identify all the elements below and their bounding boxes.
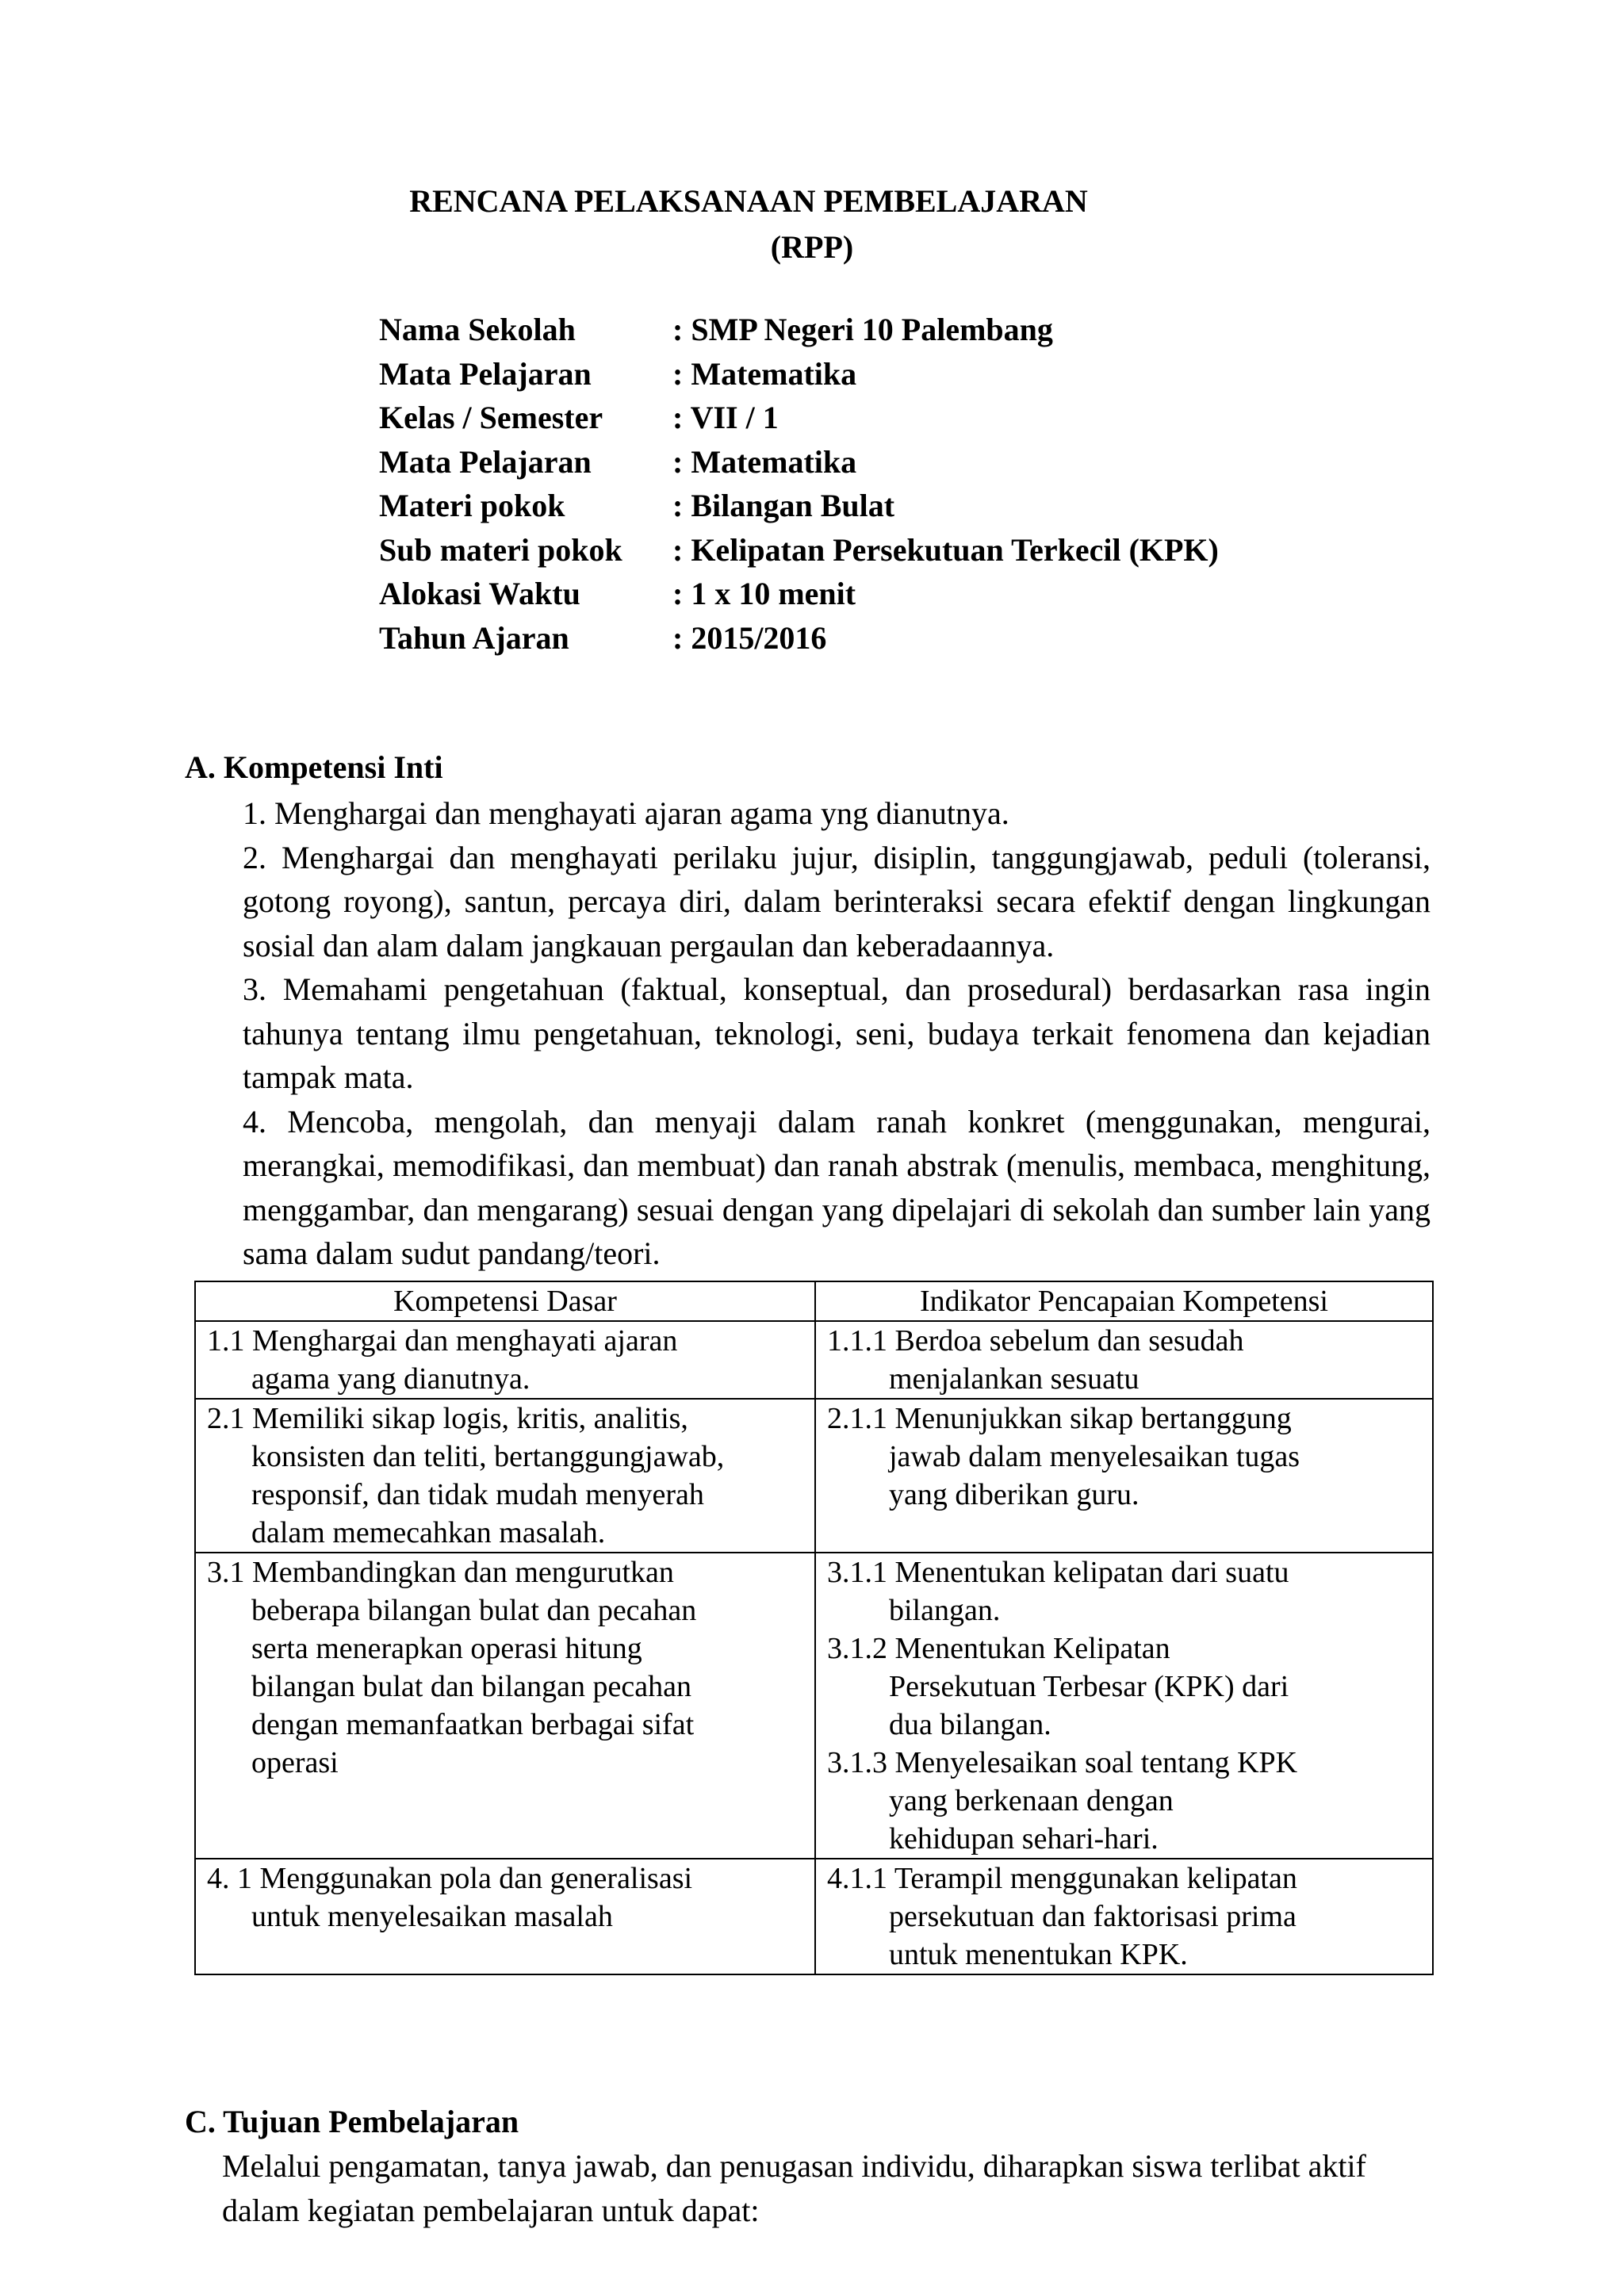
indikator-cell <box>815 1399 1433 1553</box>
kd-line: agama yang dianutnya. <box>251 1362 530 1396</box>
header-kompetensi-dasar: Kompetensi Dasar <box>195 1281 815 1321</box>
identity-label: Mata Pelajaran <box>379 443 592 480</box>
document-title: RENCANA PELAKSANAAN PEMBELAJARAN <box>409 183 1088 219</box>
ki-item-2: 2. Menghargai dan menghayati perilaku jujur, disiplin, tanggungjawab, peduli (toleransi, gotong royong), santun, percaya diri, dalam berinteraksi secara efektif dengan lingkungan sosial dan alam dalam jangkauan pergaulan dan keberadaannya. <box>243 839 1431 963</box>
identity-row <box>379 572 1219 616</box>
ipk-line: 3.1.3 Menyelesaikan soal tentang KPK <box>827 1746 1298 1779</box>
table-row <box>195 1321 1433 1399</box>
kd-line: konsisten dan teliti, bertanggungjawab, <box>251 1440 725 1473</box>
kompetensi-dasar-cell <box>195 1321 815 1399</box>
kd-line: dengan memanfaatkan berbagai sifat <box>251 1708 695 1741</box>
identity-value: : Bilangan Bulat <box>672 488 895 524</box>
identity-label: Materi pokok <box>379 488 565 524</box>
identity-block <box>379 308 1219 660</box>
ipk-line: yang berkenaan dengan <box>889 1784 1174 1817</box>
identity-row <box>379 440 1219 484</box>
ipk-line: 3.1.1 Menentukan kelipatan dari suatu <box>827 1556 1289 1589</box>
identity-row <box>379 308 1219 352</box>
ipk-line: persekutuan dan faktorisasi prima <box>889 1900 1297 1933</box>
kd-line: 2.1 Memiliki sikap logis, kritis, analitis, <box>207 1402 688 1435</box>
identity-value: : 2015/2016 <box>672 619 827 656</box>
ipk-line: yang diberikan guru. <box>889 1478 1139 1511</box>
kd-line: responsif, dan tidak mudah menyerah <box>251 1478 704 1511</box>
identity-label: Mata Pelajaran <box>379 355 592 392</box>
section-c-heading: C. Tujuan Pembelajaran <box>185 2104 519 2139</box>
tujuan-paragraph <box>222 2144 1435 2233</box>
ipk-line: 2.1.1 Menunjukkan sikap bertanggung <box>827 1402 1292 1435</box>
ipk-line: bilangan. <box>889 1594 1001 1627</box>
kompetensi-dasar-cell <box>195 1859 815 1974</box>
kd-line: 1.1 Menghargai dan menghayati ajaran <box>207 1324 678 1358</box>
kd-line: 3.1 Membandingkan dan mengurutkan <box>207 1556 674 1589</box>
identity-label: Tahun Ajaran <box>379 619 569 656</box>
identity-row <box>379 396 1219 440</box>
table-header-row <box>195 1281 1433 1321</box>
identity-row <box>379 352 1219 396</box>
table-row <box>195 1859 1433 1974</box>
tujuan-line-1: Melalui pengamatan, tanya jawab, dan penugasan individu, diharapkan siswa terlibat aktif <box>222 2148 1366 2184</box>
table-row <box>195 1553 1433 1859</box>
identity-value: : SMP Negeri 10 Palembang <box>672 312 1053 348</box>
ipk-line: jawab dalam menyelesaikan tugas <box>889 1440 1300 1473</box>
tujuan-line-2: dalam kegiatan pembelajaran untuk dapat: <box>222 2193 760 2228</box>
identity-label: Kelas / Semester <box>379 400 603 436</box>
kd-line: bilangan bulat dan bilangan pecahan <box>251 1670 692 1703</box>
ipk-line: kehidupan sehari-hari. <box>889 1822 1159 1855</box>
kd-line: 4. 1 Menggunakan pola dan generalisasi <box>207 1862 693 1895</box>
indikator-cell <box>815 1321 1433 1399</box>
ipk-line: dua bilangan. <box>889 1708 1051 1741</box>
kompetensi-dasar-table <box>194 1281 1434 1975</box>
identity-row <box>379 616 1219 661</box>
identity-label: Sub materi pokok <box>379 531 622 568</box>
kompetensi-dasar-cell <box>195 1553 815 1859</box>
indikator-cell <box>815 1553 1433 1859</box>
ki-item-4: 4. Mencoba, mengolah, dan menyaji dalam ranah konkret (menggunakan, mengurai, merangkai, memodifikasi, dan membuat) dan ranah abstrak (menulis, membaca, menghitung, menggambar, dan mengarang) sesuai dengan yang dipelajari di sekolah dan sumber lain yang sama dalam sudut pandang/teori. <box>243 1103 1431 1271</box>
identity-row <box>379 528 1219 573</box>
kompetensi-inti-list <box>243 791 1431 1276</box>
identity-value: : Matematika <box>672 443 857 480</box>
ipk-line: 3.1.2 Menentukan Kelipatan <box>827 1632 1170 1665</box>
kd-line: operasi <box>251 1746 339 1779</box>
ipk-line: untuk menentukan KPK. <box>889 1938 1188 1971</box>
document-subtitle: (RPP) <box>770 229 854 265</box>
identity-value: : 1 x 10 menit <box>672 576 856 612</box>
table-body <box>195 1321 1433 1974</box>
ipk-line: Persekutuan Terbesar (KPK) dari <box>889 1670 1289 1703</box>
table-row <box>195 1399 1433 1553</box>
kd-line: serta menerapkan operasi hitung <box>251 1632 642 1665</box>
header-indikator: Indikator Pencapaian Kompetensi <box>815 1281 1433 1321</box>
identity-value: : Kelipatan Persekutuan Terkecil (KPK) <box>672 531 1219 568</box>
kd-line: dalam memecahkan masalah. <box>251 1516 606 1549</box>
identity-label: Nama Sekolah <box>379 312 576 348</box>
identity-label: Alokasi Waktu <box>379 576 580 612</box>
kd-line: untuk menyelesaikan masalah <box>251 1900 613 1933</box>
ipk-line: 1.1.1 Berdoa sebelum dan sesudah <box>827 1324 1244 1358</box>
ipk-line: menjalankan sesuatu <box>889 1362 1139 1396</box>
kd-line: beberapa bilangan bulat dan pecahan <box>251 1594 697 1627</box>
ipk-line: 4.1.1 Terampil menggunakan kelipatan <box>827 1862 1297 1895</box>
ki-item-1: 1. Menghargai dan menghayati ajaran agama yng dianutnya. <box>243 795 1009 831</box>
identity-row <box>379 484 1219 528</box>
identity-value: : VII / 1 <box>672 400 779 436</box>
section-a-heading: A. Kompetensi Inti <box>185 749 443 785</box>
kompetensi-dasar-cell <box>195 1399 815 1553</box>
identity-value: : Matematika <box>672 355 857 392</box>
indikator-cell <box>815 1859 1433 1974</box>
ki-item-3: 3. Memahami pengetahuan (faktual, konseptual, dan prosedural) berdasarkan rasa ingin tahunya tentang ilmu pengetahuan, teknologi, seni, budaya terkait fenomena dan kejadian tampak mata. <box>243 971 1431 1095</box>
